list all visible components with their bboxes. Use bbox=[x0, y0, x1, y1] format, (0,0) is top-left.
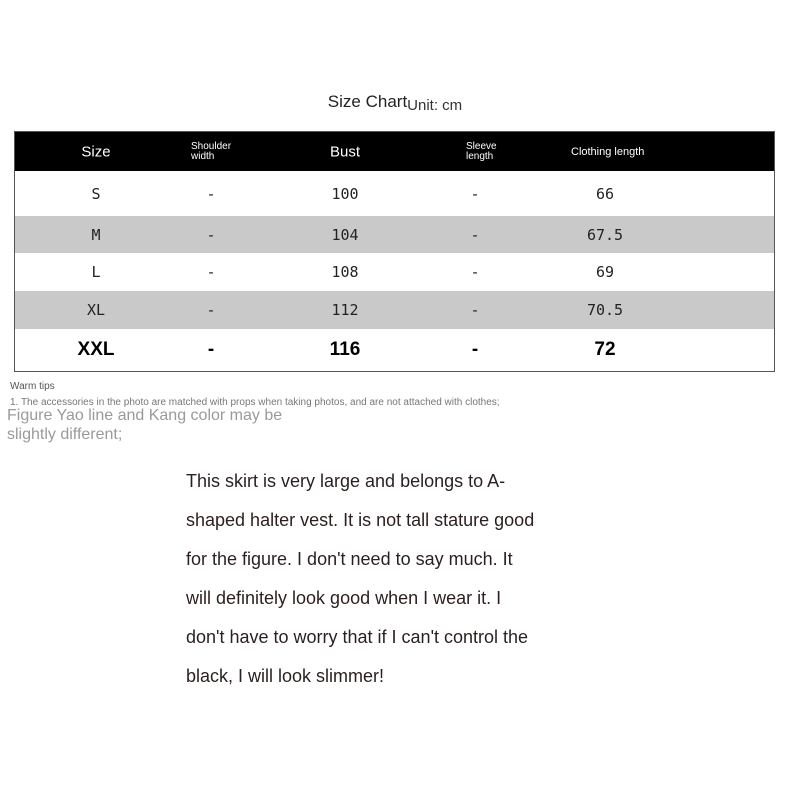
table-row bbox=[15, 216, 774, 253]
page-title: Size Chart bbox=[327, 92, 408, 111]
description-line: will definitely look good when I wear it. I bbox=[186, 588, 502, 608]
header-shoulder-width bbox=[191, 142, 231, 162]
cell-length: 69 bbox=[595, 263, 615, 281]
cell-shoulder: - bbox=[206, 225, 216, 244]
table-row bbox=[15, 291, 774, 329]
cell-size: L bbox=[91, 263, 101, 281]
cell-shoulder: - bbox=[207, 339, 215, 360]
cell-sleeve: - bbox=[470, 225, 480, 244]
header-shoulder-line1: Shoulder bbox=[191, 140, 232, 152]
description-line: for the figure. I don't need to say much. It bbox=[186, 549, 513, 569]
warm-tips-title: Warm tips bbox=[10, 381, 55, 392]
description-line: shaped halter vest. It is not tall stature good bbox=[186, 510, 535, 530]
description-line: This skirt is very large and belongs to A- bbox=[186, 471, 506, 491]
cell-length: 70.5 bbox=[586, 301, 624, 319]
cell-bust: 104 bbox=[331, 225, 359, 244]
cell-sleeve: - bbox=[470, 263, 480, 281]
header-size: Size bbox=[81, 143, 111, 160]
cell-length: 66 bbox=[595, 184, 615, 203]
cell-size: XXL bbox=[77, 339, 115, 360]
cell-sleeve: - bbox=[471, 339, 479, 360]
cell-shoulder: - bbox=[206, 184, 216, 203]
cell-bust: 112 bbox=[331, 301, 359, 319]
warm-tips-note-2: Figure Yao line and Kang color may be slightly different; bbox=[7, 407, 283, 443]
cell-length: 67.5 bbox=[586, 225, 624, 244]
warm-tips-note: 1. The accessories in the photo are matched with props when taking photos, and are not attached with clothes; bbox=[10, 397, 500, 408]
size-table bbox=[14, 131, 775, 372]
header-sleeve-line2: length bbox=[466, 150, 494, 162]
table-row bbox=[15, 171, 774, 216]
cell-shoulder: - bbox=[206, 263, 216, 281]
header-clothing-length: Clothing length bbox=[571, 145, 645, 158]
table-row bbox=[15, 329, 774, 371]
cell-sleeve: - bbox=[470, 301, 480, 319]
header-shoulder-line2: width bbox=[191, 150, 215, 162]
cell-bust: 100 bbox=[331, 184, 359, 203]
cell-length: 72 bbox=[594, 339, 616, 360]
cell-size: M bbox=[91, 225, 101, 244]
description-line: don't have to worry that if I can't control the bbox=[186, 627, 529, 647]
cell-size: S bbox=[91, 184, 101, 203]
cell-sleeve: - bbox=[470, 184, 480, 203]
size-chart-heading bbox=[0, 92, 790, 112]
table-header-row bbox=[15, 132, 774, 171]
table-row bbox=[15, 253, 774, 291]
unit-label: Unit: cm bbox=[407, 97, 463, 114]
header-bust: Bust bbox=[329, 143, 361, 160]
product-description bbox=[186, 462, 586, 696]
description-line: black, I will look slimmer! bbox=[186, 666, 385, 686]
cell-size: XL bbox=[86, 301, 106, 319]
header-sleeve-line1: Sleeve bbox=[466, 140, 497, 152]
cell-bust: 116 bbox=[329, 339, 361, 360]
cell-bust: 108 bbox=[331, 263, 359, 281]
header-sleeve-length bbox=[466, 142, 497, 162]
cell-shoulder: - bbox=[206, 301, 216, 319]
